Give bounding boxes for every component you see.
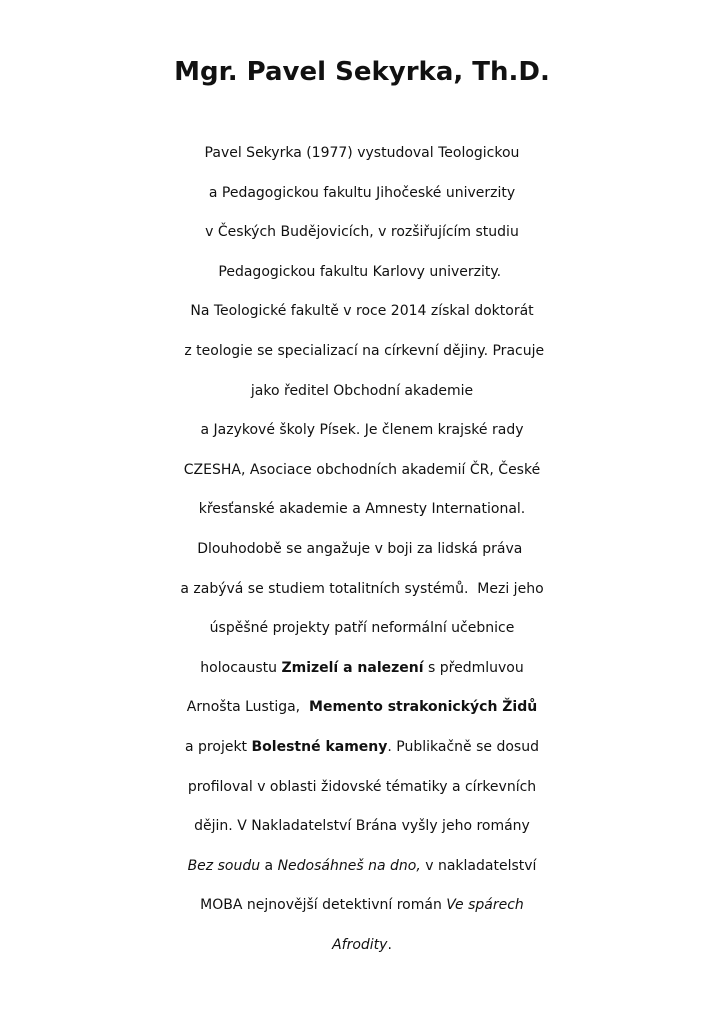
bio-line [0,292,724,332]
biography-text [0,134,724,965]
bio-line [0,174,724,214]
text-run: jako ředitel Obchodní akademie [250,382,474,399]
text-run: úspěšné projekty patří neformální učebnice [209,620,515,637]
text-run: a zabývá se studiem totalitních systémů. Mezi jeho [180,580,544,597]
text-run: holocaustu [200,659,282,676]
bio-line [0,847,724,887]
italic-title: Bez soudu [187,857,261,874]
text-run: a projekt [185,738,252,755]
text-run: . Publikačně se dosud [387,738,539,755]
text-run: křesťanské akademie a Amnesty International. [198,501,526,518]
bio-line [0,807,724,847]
text-run: s předmluvou [423,659,524,676]
text-run: profiloval v oblasti židovské tématiky a církevních [187,778,537,795]
italic-title: Nedosáhneš na dno, [277,857,421,874]
bold-title: Bolestné kameny [251,738,388,755]
bio-line [0,728,724,768]
bio-line [0,609,724,649]
bio-line [0,926,724,966]
bio-line [0,253,724,293]
bio-line [0,372,724,412]
text-run: v Českých Budějovicích, v rozšiřujícím studiu [205,224,519,241]
text-run: a [260,857,278,874]
bio-line [0,332,724,372]
text-run: Pedagogickou fakultu Karlovy univerzity. [218,263,506,280]
text-run: a Jazykové školy Písek. Je členem krajské rady [200,422,524,439]
italic-title: Afrodity [332,936,388,953]
bio-line [0,886,724,926]
text-run: v nakladatelství [420,857,537,874]
bio-line [0,134,724,174]
text-run: Dlouhodobě se angažuje v boji za lidská práva [197,540,527,557]
bio-line [0,688,724,728]
text-run: Arnošta Lustiga, [186,699,310,716]
italic-title: Ve spárech [446,897,524,914]
bio-line [0,530,724,570]
bio-line [0,649,724,689]
bio-line [0,411,724,451]
text-run: MOBA nejnovější detektivní román [200,897,447,914]
bold-title: Memento strakonických Židů [309,699,538,716]
text-run: . [387,936,392,953]
bio-line [0,213,724,253]
text-run: Na Teologické fakultě v roce 2014 získal doktorát [190,303,534,320]
bio-line [0,768,724,808]
bold-title: Zmizelí a nalezení [281,659,424,676]
text-run: Pavel Sekyrka (1977) vystudoval Teologickou [204,145,520,161]
text-run: a Pedagogickou fakultu Jihočeské univerzity [208,184,516,201]
page-title: Mgr. Pavel Sekyrka, Th.D. [174,57,550,87]
bio-line [0,451,724,491]
bio-line [0,490,724,530]
bio-line [0,570,724,610]
text-run: z teologie se specializací na církevní dějiny. Pracuje [179,342,545,359]
text-run: dějin. V Nakladatelství Brána vyšly jeho romány [194,818,530,835]
text-run: CZESHA, Asociace obchodních akademií ČR, České [183,461,541,478]
